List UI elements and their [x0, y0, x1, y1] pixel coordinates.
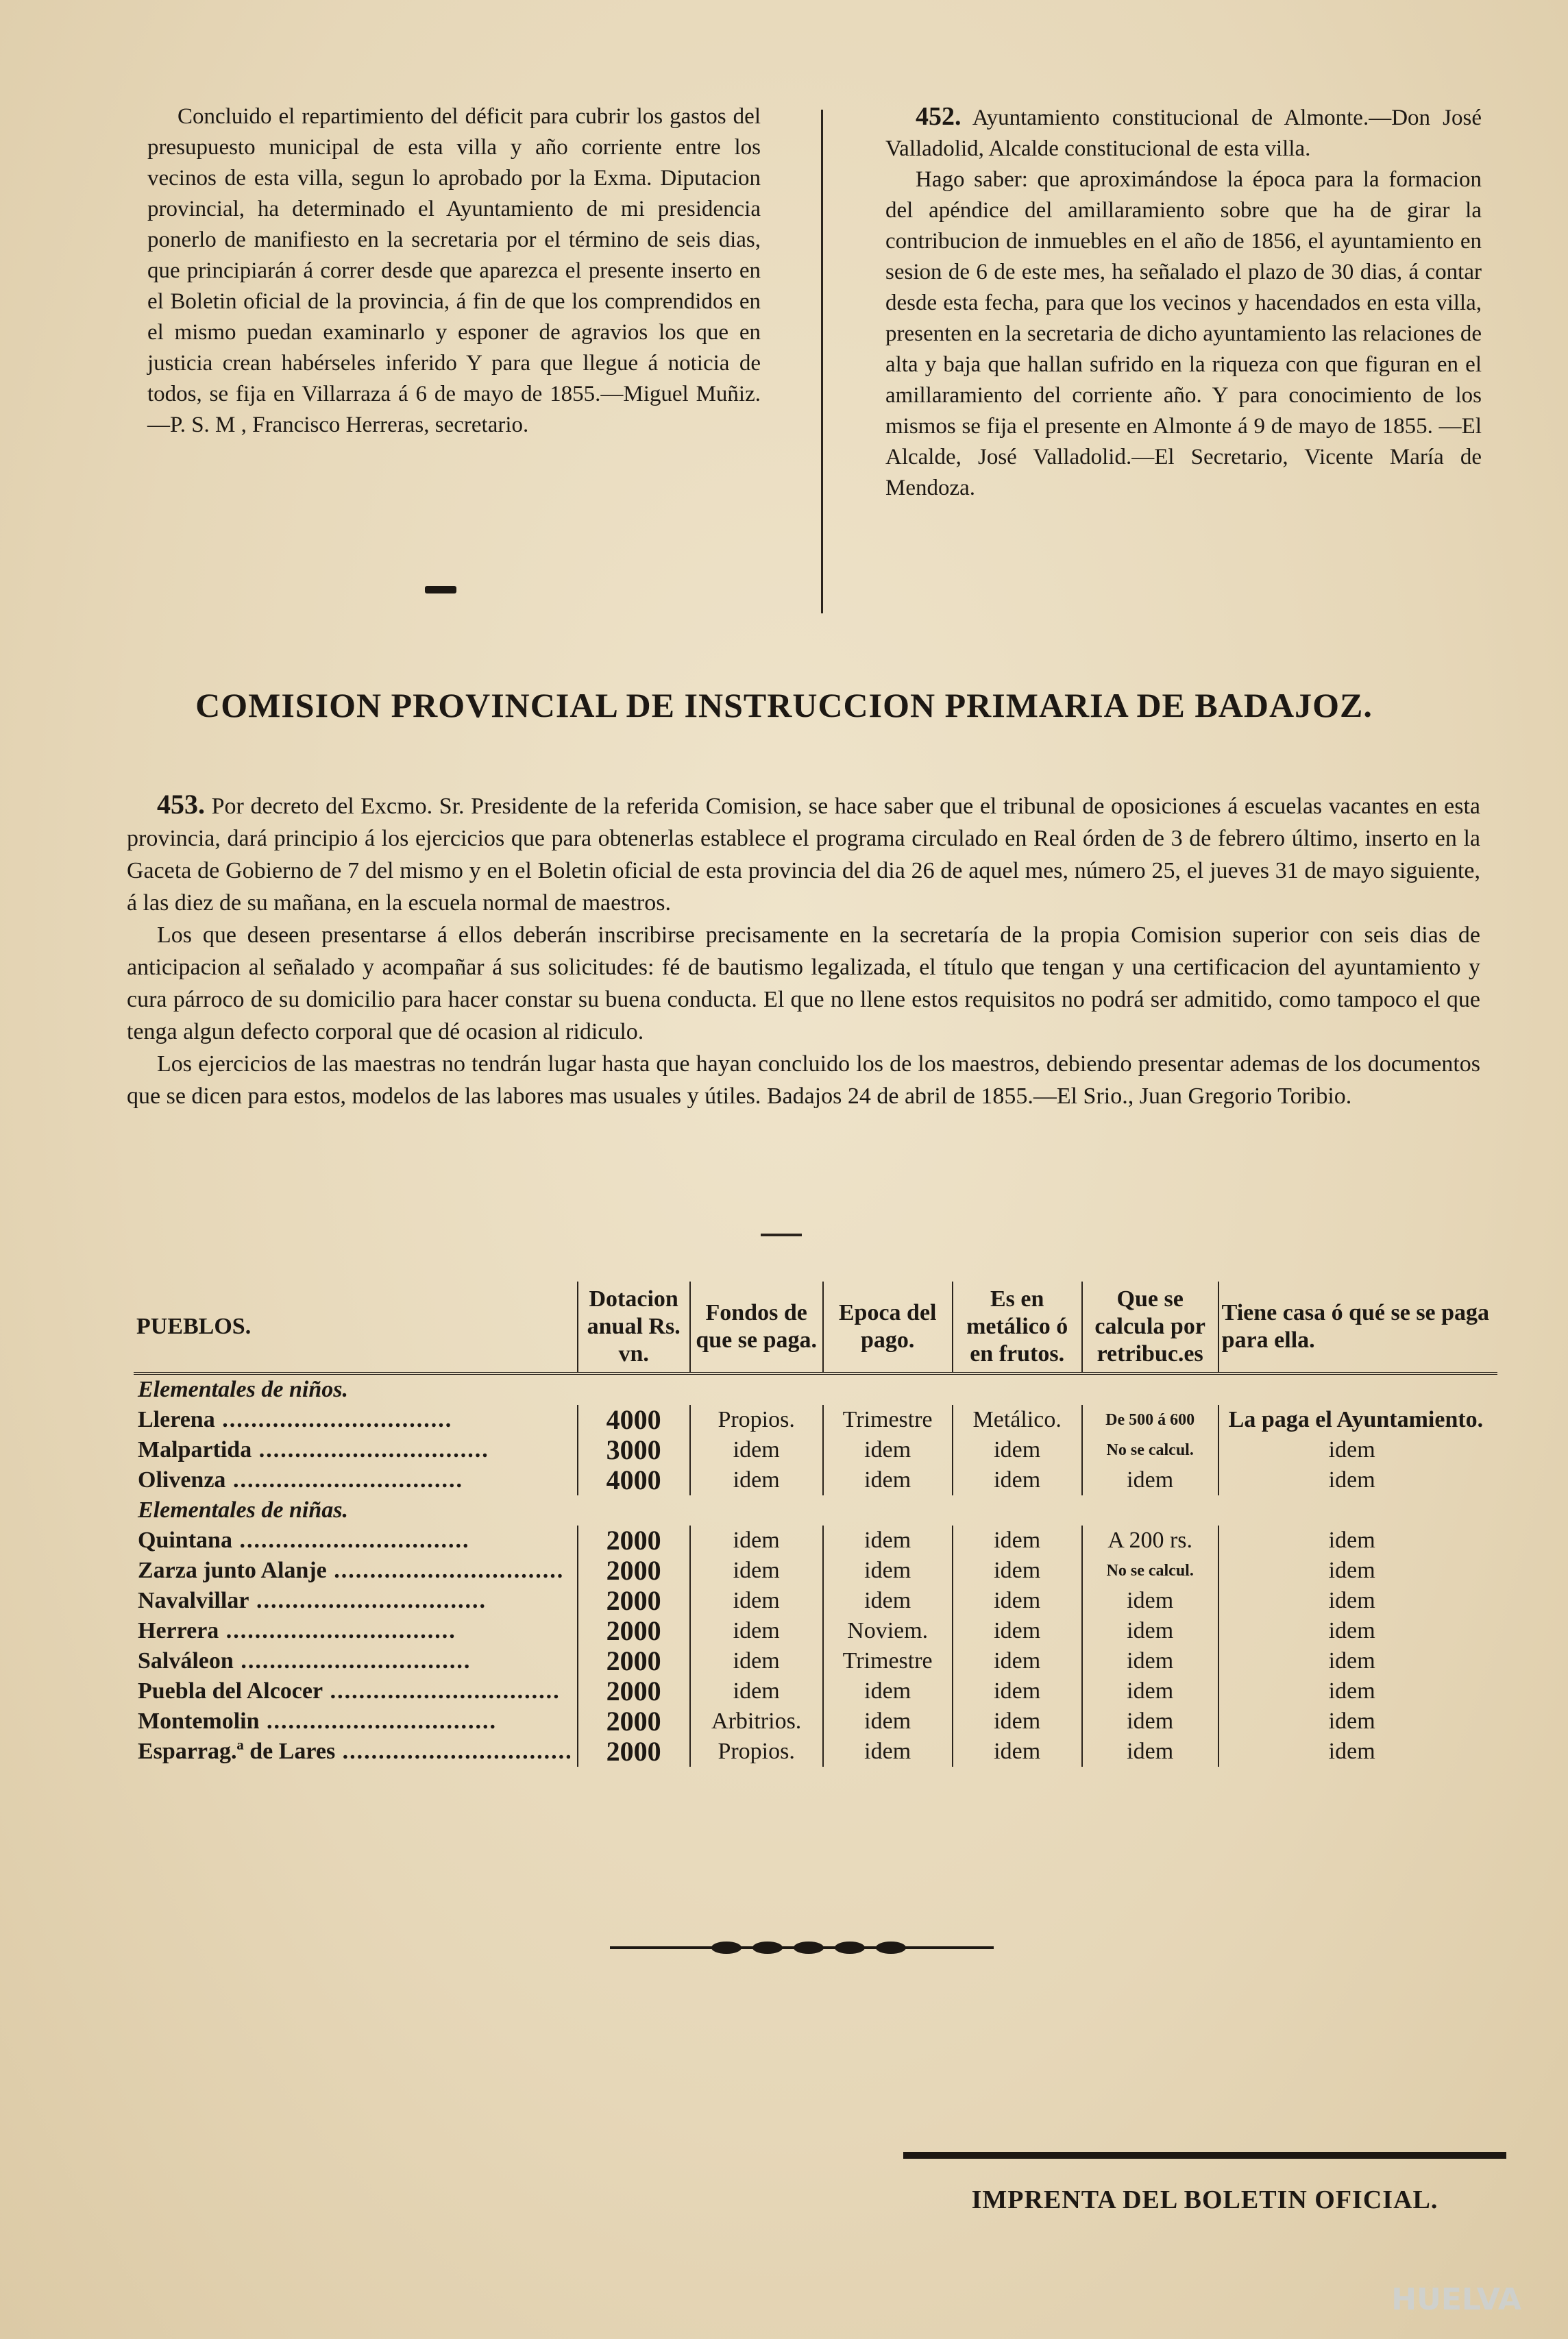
cell-calcula: A 200 rs. — [1082, 1526, 1218, 1556]
pueblo-name: Quintana ..... — [138, 1526, 573, 1556]
cell-metalico: idem — [953, 1465, 1082, 1495]
pueblo-name: Montemolin ..... — [138, 1706, 573, 1737]
cell-pueblo — [134, 1616, 578, 1646]
cell-pueblo — [134, 1646, 578, 1676]
group-row-ninas — [134, 1495, 1497, 1526]
cell-dotacion: 2000 — [578, 1706, 690, 1737]
cell-epoca: idem — [823, 1737, 953, 1767]
section-paragraph-2: Los que deseen presentarse á ellos deberán inscribirse precisamente en la secretaría de la propia Comision superior con seis dias de anticipacion al señalado y acompañar á sus solicitudes: fé de bautismo legalizada, el título que tengan y una certificacion del ayuntamiento y cura párroco de su domicilio para hacer constar su buena conducta. El que no llene estos requisitos no podrá ser admitido, como tampoco el que tenga algun defecto corporal que dé ocasion al ridiculo. — [127, 922, 1480, 1044]
cell-fondos: idem — [690, 1556, 823, 1586]
cell-calcula: No se calcul. — [1082, 1556, 1218, 1586]
cell-calcula: idem — [1082, 1737, 1218, 1767]
cell-fondos: idem — [690, 1465, 823, 1495]
cell-metalico: idem — [953, 1676, 1082, 1706]
table-header-row — [134, 1282, 1497, 1373]
right-column-notice — [885, 101, 1482, 504]
right-column-heading-text: Ayuntamiento constitucional de Almonte.—Don José Valladolid, Alcalde constitucional de esta villa. — [885, 106, 1482, 161]
group-label-ninos: Elementales de niños. — [138, 1377, 348, 1402]
cell-epoca: Trimestre — [823, 1646, 953, 1676]
cell-dotacion: 3000 — [578, 1435, 690, 1465]
cell-epoca: Noviem. — [823, 1616, 953, 1646]
cell-metalico: idem — [953, 1706, 1082, 1737]
pueblo-name: Zarza junto Alanje ..... — [138, 1556, 573, 1586]
cell-dotacion: 2000 — [578, 1646, 690, 1676]
table-row — [134, 1706, 1497, 1737]
pueblo-name: Salváleon ..... — [138, 1646, 573, 1676]
cell-casa: idem — [1218, 1706, 1497, 1737]
pueblo-name: Esparrag.ª de Lares ..... — [138, 1737, 573, 1767]
section-end-dash — [761, 1234, 802, 1236]
table-row — [134, 1526, 1497, 1556]
cell-calcula: De 500 á 600 — [1082, 1405, 1218, 1435]
pueblo-name: Malpartida ..... — [138, 1435, 573, 1465]
cell-fondos: idem — [690, 1526, 823, 1556]
table-row — [134, 1676, 1497, 1706]
cell-dotacion: 2000 — [578, 1526, 690, 1556]
cell-casa: idem — [1218, 1676, 1497, 1706]
schools-table — [134, 1282, 1497, 1767]
cell-casa: idem — [1218, 1526, 1497, 1556]
cell-metalico: idem — [953, 1616, 1082, 1646]
left-column-text: Concluido el repartimiento del déficit para cubrir los gastos del presupuesto municipal de esta villa y año corriente entre los vecinos de esta villa, segun lo aprobado por la Exma. Diputacion provincial, ha determinado el Ayuntamiento de mi presidencia ponerlo de manifiesto en la secretaria por el término de seis dias, que principiarán á correr desde que aparezca el presente inserto en el Boletin oficial de la provincia, á fin de que los comprendidos en el mismo puedan examinarlo y esponer de agravios los que en justicia crean habérseles inferido Y para que llegue á noticia de todos, se fija en Villarraza á 6 de mayo de 1855.—Miguel Muñiz.—P. S. M , Francisco Herreras, secretario. — [147, 104, 761, 437]
cell-casa: idem — [1218, 1646, 1497, 1676]
cell-fondos: idem — [690, 1676, 823, 1706]
cell-metalico: idem — [953, 1435, 1082, 1465]
ornament-rule — [610, 1941, 994, 1955]
cell-pueblo — [134, 1405, 578, 1435]
table-row — [134, 1586, 1497, 1616]
cell-calcula: idem — [1082, 1616, 1218, 1646]
group-label-ninas: Elementales de niñas. — [138, 1497, 348, 1523]
cell-dotacion: 4000 — [578, 1405, 690, 1435]
right-column-text: Hago saber: que aproximándose la época para la formacion del apéndice del amillaramiento sobre que ha de girar la contribucion de inmuebles en el año de 1856, el ayuntamiento en sesion de 6 de este mes, ha señalado el plazo de 30 dias, á contar desde esta fecha, para que los vecinos y hacendados en esta villa, presenten en la secretaria de dicho ayuntamiento las relaciones de alta y baja que hallan sufrido en la riqueza con que figuran en el amillaramiento del corriente año. Y para conocimiento de los mismos se fija el presente en Almonte á 9 de mayo de 1855. —El Alcalde, José Valladolid.—El Secretario, Vicente María de Mendoza. — [885, 167, 1482, 500]
cell-pueblo — [134, 1737, 578, 1767]
cell-dotacion: 2000 — [578, 1586, 690, 1616]
cell-metalico: Metálico. — [953, 1405, 1082, 1435]
cell-pueblo — [134, 1676, 578, 1706]
cell-casa: idem — [1218, 1465, 1497, 1495]
table-row — [134, 1737, 1497, 1767]
cell-epoca: idem — [823, 1435, 953, 1465]
cell-pueblo — [134, 1556, 578, 1586]
table-row — [134, 1465, 1497, 1495]
header-calcula: Que se calcula por retribuc.es — [1082, 1282, 1218, 1373]
cell-epoca: idem — [823, 1706, 953, 1737]
left-end-dash — [425, 586, 456, 593]
cell-metalico: idem — [953, 1737, 1082, 1767]
table-row — [134, 1646, 1497, 1676]
table-row — [134, 1405, 1497, 1435]
cell-dotacion: 4000 — [578, 1465, 690, 1495]
section-paragraph-3: Los ejercicios de las maestras no tendrán lugar hasta que hayan concluido los de los maestros, debiendo presentar ademas de los documentos que se dicen para estos, modelos de las labores mas usuales y útiles. Badajos 24 de abril de 1855.—El Srio., Juan Gregorio Toribio. — [127, 1051, 1480, 1109]
cell-calcula: No se calcul. — [1082, 1435, 1218, 1465]
table-row — [134, 1616, 1497, 1646]
table-row — [134, 1556, 1497, 1586]
pueblo-name: Olivenza ..... — [138, 1465, 573, 1495]
cell-epoca: idem — [823, 1526, 953, 1556]
cell-epoca: idem — [823, 1676, 953, 1706]
cell-dotacion: 2000 — [578, 1616, 690, 1646]
cell-epoca: idem — [823, 1586, 953, 1616]
section-body — [127, 788, 1480, 1112]
table-body — [134, 1373, 1497, 1767]
pueblo-name: Llerena ..... — [138, 1405, 573, 1435]
cell-pueblo — [134, 1526, 578, 1556]
cell-dotacion: 2000 — [578, 1556, 690, 1586]
cell-calcula: idem — [1082, 1586, 1218, 1616]
left-column-notice — [147, 101, 761, 441]
cell-casa: La paga el Ayuntamiento. — [1218, 1405, 1497, 1435]
header-fondos: Fondos de que se paga. — [690, 1282, 823, 1373]
pueblo-name: Herrera ..... — [138, 1616, 573, 1646]
notice-number-452: 452. — [916, 102, 961, 131]
section-paragraph-1 — [127, 788, 1480, 919]
cell-dotacion: 2000 — [578, 1676, 690, 1706]
cell-fondos: idem — [690, 1646, 823, 1676]
cell-casa: idem — [1218, 1616, 1497, 1646]
cell-epoca: idem — [823, 1556, 953, 1586]
cell-calcula: idem — [1082, 1646, 1218, 1676]
header-casa: Tiene casa ó qué se se paga para ella. — [1218, 1282, 1497, 1373]
cell-casa: idem — [1218, 1586, 1497, 1616]
cell-casa: idem — [1218, 1556, 1497, 1586]
header-metalico: Es en metálico ó en frutos. — [953, 1282, 1082, 1373]
cell-casa: idem — [1218, 1435, 1497, 1465]
cell-epoca: Trimestre — [823, 1405, 953, 1435]
cell-fondos: Arbitrios. — [690, 1706, 823, 1737]
imprint-rule — [903, 2152, 1506, 2159]
notice-number-453: 453. — [157, 789, 205, 820]
cell-pueblo — [134, 1706, 578, 1737]
header-epoca: Epoca del pago. — [823, 1282, 953, 1373]
cell-metalico: idem — [953, 1586, 1082, 1616]
pueblo-name: Navalvillar ..... — [138, 1586, 573, 1616]
cell-fondos: Propios. — [690, 1405, 823, 1435]
cell-calcula: idem — [1082, 1465, 1218, 1495]
header-pueblos: PUEBLOS. — [134, 1282, 578, 1373]
table-row — [134, 1435, 1497, 1465]
cell-pueblo — [134, 1586, 578, 1616]
cell-fondos: Propios. — [690, 1737, 823, 1767]
cell-metalico: idem — [953, 1526, 1082, 1556]
cell-metalico: idem — [953, 1646, 1082, 1676]
cell-pueblo — [134, 1435, 578, 1465]
cell-casa: idem — [1218, 1737, 1497, 1767]
center-column-rule — [821, 110, 823, 613]
cell-pueblo — [134, 1465, 578, 1495]
cell-fondos: idem — [690, 1435, 823, 1465]
section-paragraph-1-text: Por decreto del Excmo. Sr. Presidente de la referida Comision, se hace saber que el tribunal de oposiciones á escuelas vacantes en esta provincia, dará principio á los ejercicios que para obtenerlas establece el programa circulado en Real órden de 3 de febrero último, inserto en la Gaceta de Gobierno de 7 del mismo y en el Boletin oficial de esta provincia del dia 26 de aquel mes, número 25, el jueves 31 de mayo siguiente, á las diez de su mañana, en la escuela normal de maestros. — [127, 794, 1481, 916]
header-dotacion: Dotacion anual Rs. vn. — [578, 1282, 690, 1373]
cell-fondos: idem — [690, 1616, 823, 1646]
cell-dotacion: 2000 — [578, 1737, 690, 1767]
pueblo-name: Puebla del Alcocer ..... — [138, 1676, 573, 1706]
section-title: COMISION PROVINCIAL DE INSTRUCCION PRIMARIA DE BADAJOZ. — [195, 686, 1373, 724]
right-column-heading — [885, 101, 1482, 164]
cell-calcula: idem — [1082, 1706, 1218, 1737]
cell-metalico: idem — [953, 1556, 1082, 1586]
archive-watermark: HUELVA — [1391, 2282, 1521, 2317]
imprint-text: IMPRENTA DEL BOLETIN OFICIAL. — [971, 2185, 1438, 2214]
cell-calcula: idem — [1082, 1676, 1218, 1706]
cell-fondos: idem — [690, 1586, 823, 1616]
group-row-ninos — [134, 1373, 1497, 1405]
cell-epoca: idem — [823, 1465, 953, 1495]
pueblos-table — [134, 1282, 1497, 1767]
